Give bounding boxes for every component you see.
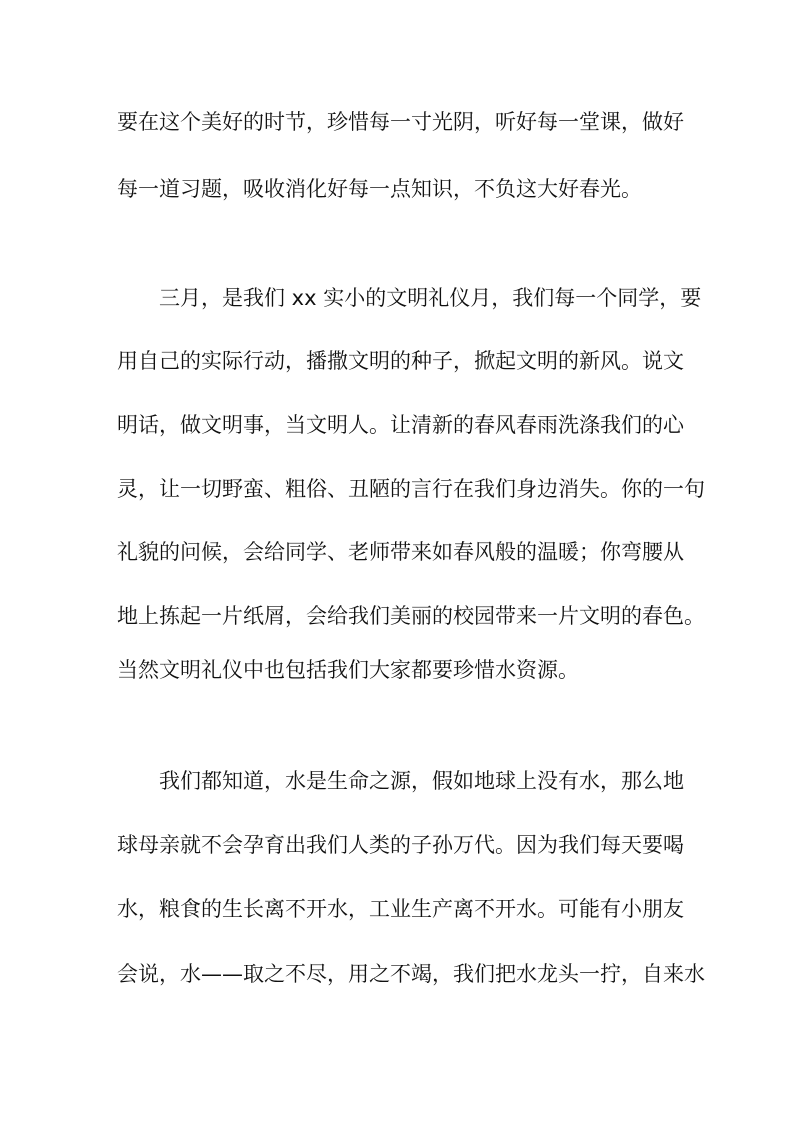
paragraph-first-line: 三月，是我们 xx 实小的文明礼仪月，我们每一个同学，要 (159, 286, 702, 310)
text-line: 球母亲就不会孕育出我们人类的子孙万代。因为我们每天要喝 (117, 833, 684, 857)
text-line: 明话，做文明事，当文明人。让清新的春风春雨洗涤我们的心 (117, 413, 684, 437)
text-line: 用自己的实际行动，播撒文明的种子，掀起文明的新风。说文 (117, 349, 684, 373)
text-line: 灵，让一切野蛮、粗俗、丑陋的言行在我们身边消失。你的一句 (117, 477, 705, 501)
text-line: 会说，水——取之不尽，用之不竭，我们把水龙头一拧，自来水 (117, 962, 705, 986)
text-line: 水，粮食的生长离不开水，工业生产离不开水。可能有小朋友 (117, 897, 684, 921)
text-line: 地上拣起一片纸屑，会给我们美丽的校园带来一片文明的春色。 (117, 604, 705, 628)
text-line: 当然文明礼仪中也包括我们大家都要珍惜水资源。 (117, 658, 579, 682)
text-line: 礼貌的问候，会给同学、老师带来如春风般的温暖；你弯腰从 (117, 540, 684, 564)
paragraph-first-line: 我们都知道，水是生命之源，假如地球上没有水，那么地 (159, 769, 684, 793)
text-line: 要在这个美好的时节，珍惜每一寸光阴，听好每一堂课，做好 (117, 110, 684, 134)
text-line: 每一道习题，吸收消化好每一点知识，不负这大好春光。 (117, 177, 642, 201)
